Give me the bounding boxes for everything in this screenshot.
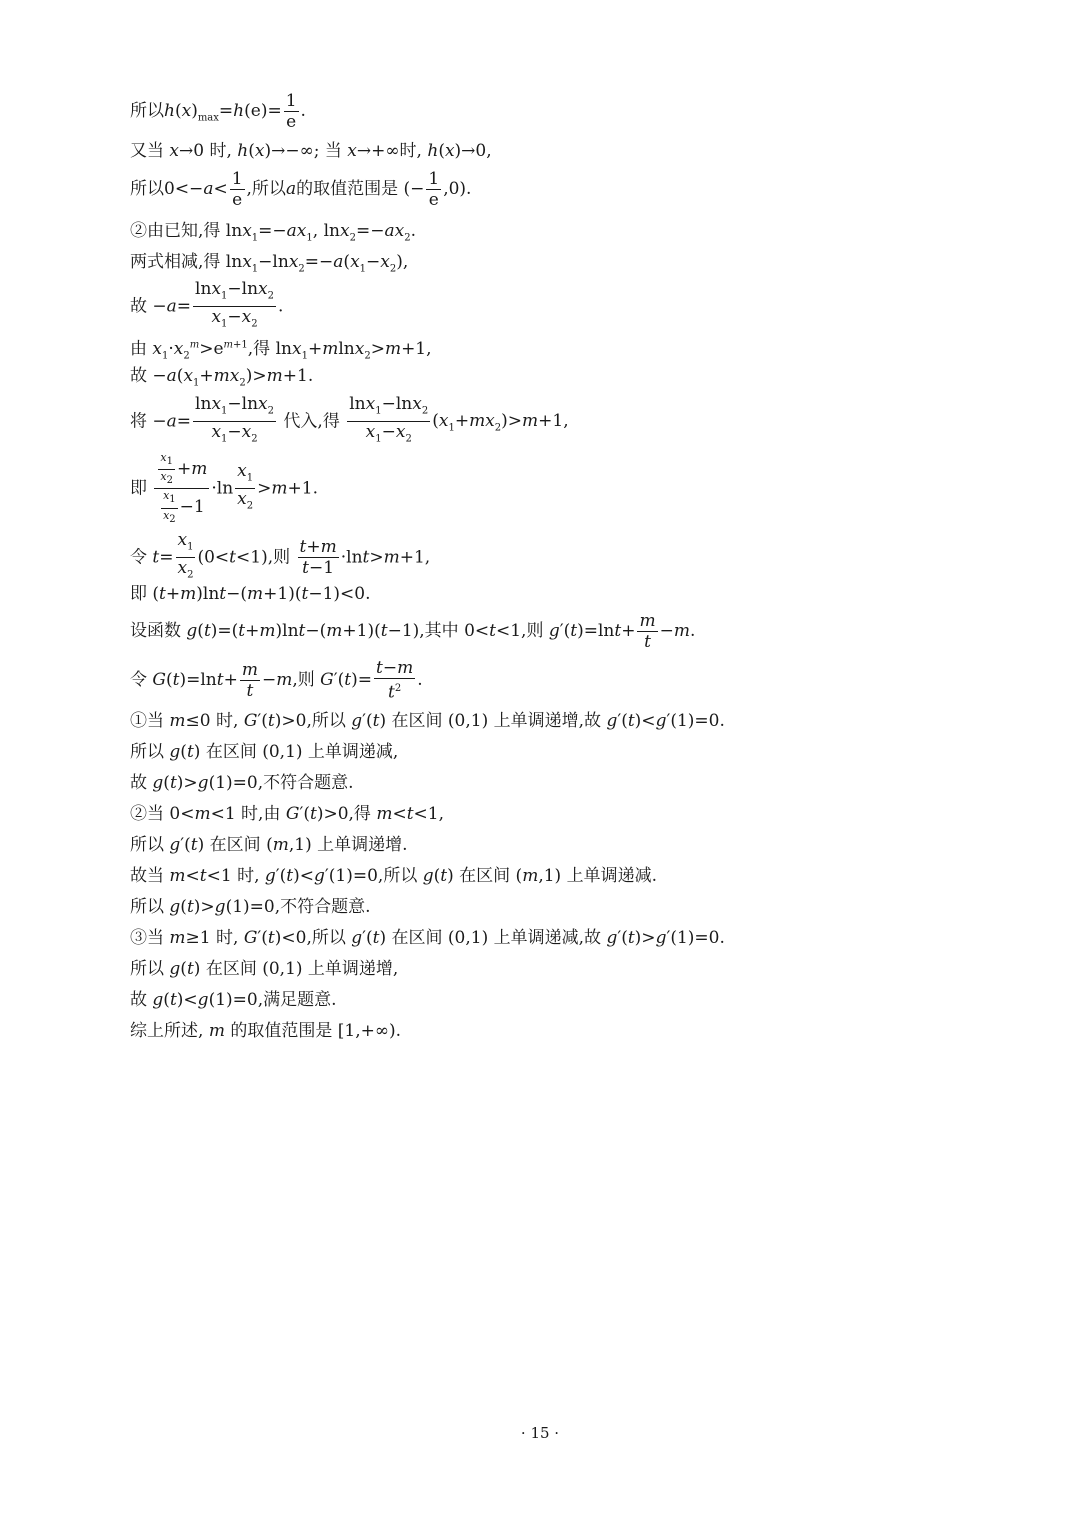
solution-line-20: 故当 m<t<1 时, g′(t)<g′(1)=0,所以 g(t) 在区间 (m,1) 上单调递减.	[130, 866, 657, 886]
solution-line-24: 故 g(t)<g(1)=0,满足题意.	[130, 990, 337, 1010]
solution-line-25: 综上所述, m 的取值范围是 [1,+∞).	[130, 1021, 402, 1041]
solution-line-18: ②当 0<m<1 时,由 G′(t)>0,得 m<t<1,	[130, 804, 444, 824]
solution-line-8: 故 $-a(x_1+mx_2)>m+1$.	[130, 366, 314, 389]
solution-line-23: 所以 g(t) 在区间 (0,1) 上单调递增,	[130, 959, 399, 979]
solution-line-10: 即 $\frac{x_1}{x_2}$ +m $\frac{x_1}{x_2}$ −1 ·ln $\frac{x_1}{x_2}$ >m+1.	[130, 451, 318, 525]
solution-line-9: 将 −a= $\frac{\ln x_1-\ln x_2}{x_1-x_2}$ 代入,得 $\frac{\ln x_1-\ln x_2}{x_1-x_2}$ $(x_1+mx_2)>m+1$,	[130, 394, 569, 445]
solution-line-7: 由 $x_1\cdot x_2^m>e^{m+1}$,得 lnx$_1$+mlnx$_2$>m+1,	[130, 338, 432, 362]
solution-line-16: 所以 g(t) 在区间 (0,1) 上单调递减,	[130, 742, 399, 762]
solution-line-13: 设函数 g(t)=(t+m)lnt−(m+1)(t−1),其中 0<t<1,则 g′(t)=lnt+ $\frac{m}{t}$ −m.	[130, 611, 696, 652]
solution-line-2: 又当 x→0 时, h(x)→−∞; 当 x→+∞时, h(x)→0,	[130, 141, 492, 161]
solution-line-21: 所以 g(t)>g(1)=0,不符合题意.	[130, 897, 371, 917]
solution-line-5: 两式相减,得 $\ln x_1-\ln x_2=-a(x_1-x_2)$,	[130, 252, 409, 275]
solution-line-14: 令 G(t)=lnt+ $\frac{m}{t}$ −m,则 G′(t)= $\frac{t-m}{t^2}$ .	[130, 658, 423, 703]
solution-line-12: 即 (t+m)lnt−(m+1)(t−1)<0.	[130, 584, 371, 604]
solution-line-4: ②由已知,得 $\ln x_1=-ax_1$, $\ln x_2=-ax_2$.	[130, 221, 416, 244]
solution-line-6: 故 −a= $\frac{\ln x_1-\ln x_2}{x_1-x_2}$ .	[130, 279, 284, 330]
solution-line-3: 所以0<−a< $\frac{1}{e}$ ,所以a的取值范围是 (− $\frac{1}{e}$ ,0).	[130, 169, 472, 210]
solution-line-1: 所以$h(x)_{max}=h(e)=$ $\frac{1}{e}$ .	[130, 91, 306, 132]
solution-line-15: ①当 m≤0 时, G′(t)>0,所以 g′(t) 在区间 (0,1) 上单调递增,故 g′(t)<g′(1)=0.	[130, 711, 725, 731]
solution-line-19: 所以 g′(t) 在区间 (m,1) 上单调递增.	[130, 835, 408, 855]
page-number: · 15 ·	[520, 1424, 560, 1442]
solution-line-11: 令 t= $\frac{x_1}{x_2}$ (0<t<1),则 $\frac{t+m}{t-1}$ ·lnt>m+1,	[130, 530, 431, 581]
solution-line-22: ③当 m≥1 时, G′(t)<0,所以 g′(t) 在区间 (0,1) 上单调递减,故 g′(t)>g′(1)=0.	[130, 928, 725, 948]
solution-line-17: 故 g(t)>g(1)=0,不符合题意.	[130, 773, 354, 793]
